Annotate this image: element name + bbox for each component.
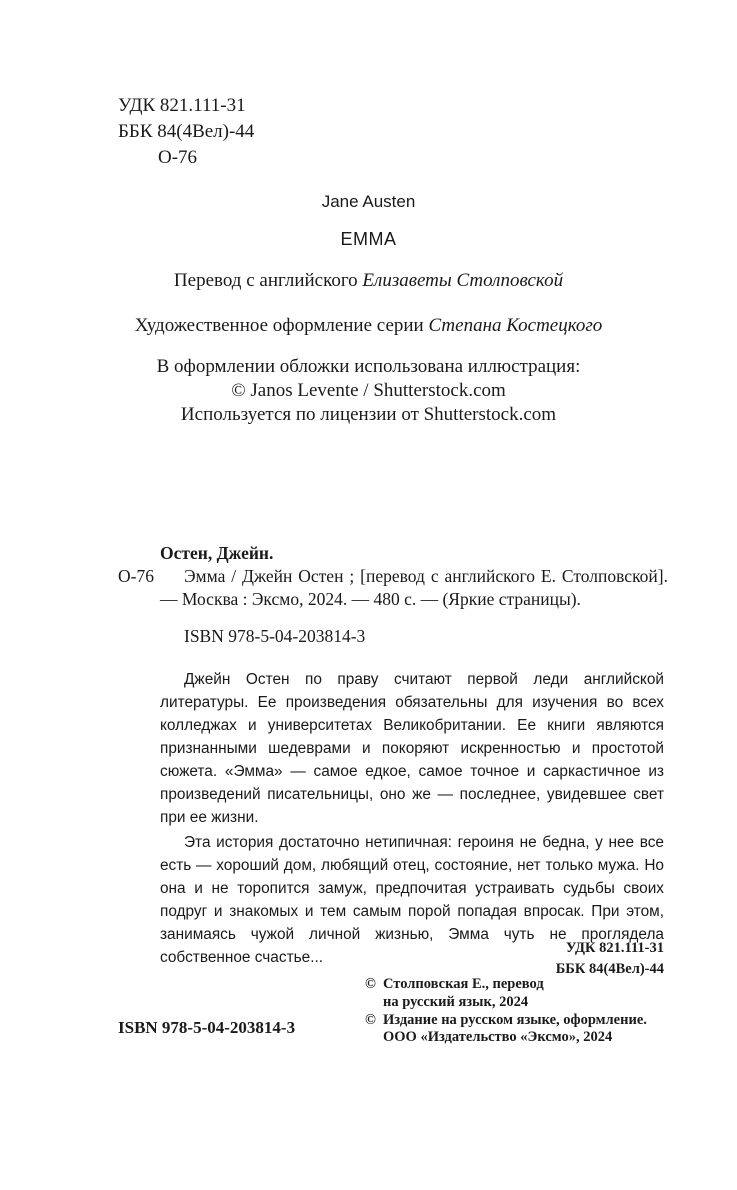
biblio-author: Остен, Джейн. xyxy=(160,543,274,563)
annotation xyxy=(160,668,664,971)
translator-name: Елизаветы Столповской xyxy=(362,270,564,291)
design-prefix: Художественное оформление серии xyxy=(134,315,424,336)
biblio-entry xyxy=(118,565,668,611)
author-name-original: Jane Austen xyxy=(321,192,416,211)
translation-prefix: Перевод с английского xyxy=(173,270,358,291)
annotation-paragraph-1: Джейн Остен по праву считают первой леди английской литературы. Ее произведения обязательны для изучения во всех колледжах и университетах Великобритании. Ее книги являются признанными шедеврами и покоряют искренностью и простотой сюжета. «Эмма» — самое едкое, самое точное и саркастичное из произведений писательницы, оно же — последнее, увидевшее свет при ее жизни. xyxy=(160,671,664,826)
author-mark: О-76 xyxy=(158,147,198,168)
cover-line-1: В оформлении обложки использована иллюстрация: xyxy=(156,356,581,377)
cover-line-3: Используется по лицензии от Shutterstock.com xyxy=(180,404,557,425)
udk-code: УДК 821.111-31 xyxy=(118,95,246,116)
copyright-edition xyxy=(365,1012,685,1048)
annotation-paragraph-2: Эта история достаточно нетипичная: героиня не бедна, у нее все есть — хороший дом, любящий отец, состояние, нет только мужа. Но она и не торопится замуж, предпочитая устраивать судьбы своих подруг и знакомых и тем самым порой попадая впросак. При этом, занимаясь чужой личной жизнью, Эмма чуть не проглядела собственное счастье... xyxy=(160,834,664,966)
bibliographic-record xyxy=(118,542,668,648)
biblio-description: Эмма / Джейн Остен ; [перевод с английского Е. Столповской]. — Москва : Эксмо, 2024. — 480 с. — (Яркие страницы). xyxy=(160,566,668,609)
footer-bbk: ББК 84(4Вел)-44 xyxy=(555,961,664,977)
copyright-2-line-2: ООО «Издательство «Эксмо», 2024 xyxy=(383,1029,613,1046)
copyright-2-line-1: Издание на русском языке, оформление. xyxy=(383,1011,647,1028)
classification-codes xyxy=(118,93,254,171)
footer-udk: УДК 821.111-31 xyxy=(565,940,664,956)
designer-name: Степана Костецкого xyxy=(428,315,603,336)
footer-classification xyxy=(520,938,664,980)
copyright-translation xyxy=(365,976,685,1012)
biblio-isbn: ISBN 978-5-04-203814-3 xyxy=(184,626,366,646)
copyright-symbol-2: © xyxy=(365,1011,376,1028)
copyright-block xyxy=(365,976,685,1047)
cover-illustration-credit xyxy=(0,355,737,427)
copyright-1-line-1: Столповская Е., перевод xyxy=(383,976,544,992)
copyright-1-line-2: на русский язык, 2024 xyxy=(383,993,529,1010)
cover-line-2: © Janos Levente / Shutterstock.com xyxy=(231,380,506,401)
title-original: EMMA xyxy=(340,229,397,249)
biblio-code: О-76 xyxy=(118,566,154,586)
translation-credit xyxy=(0,267,737,295)
bbk-code: ББК 84(4Вел)-44 xyxy=(118,121,255,142)
footer-isbn: ISBN 978-5-04-203814-3 xyxy=(118,1018,296,1037)
design-credit xyxy=(0,312,737,340)
copyright-symbol-1: © xyxy=(365,976,376,992)
